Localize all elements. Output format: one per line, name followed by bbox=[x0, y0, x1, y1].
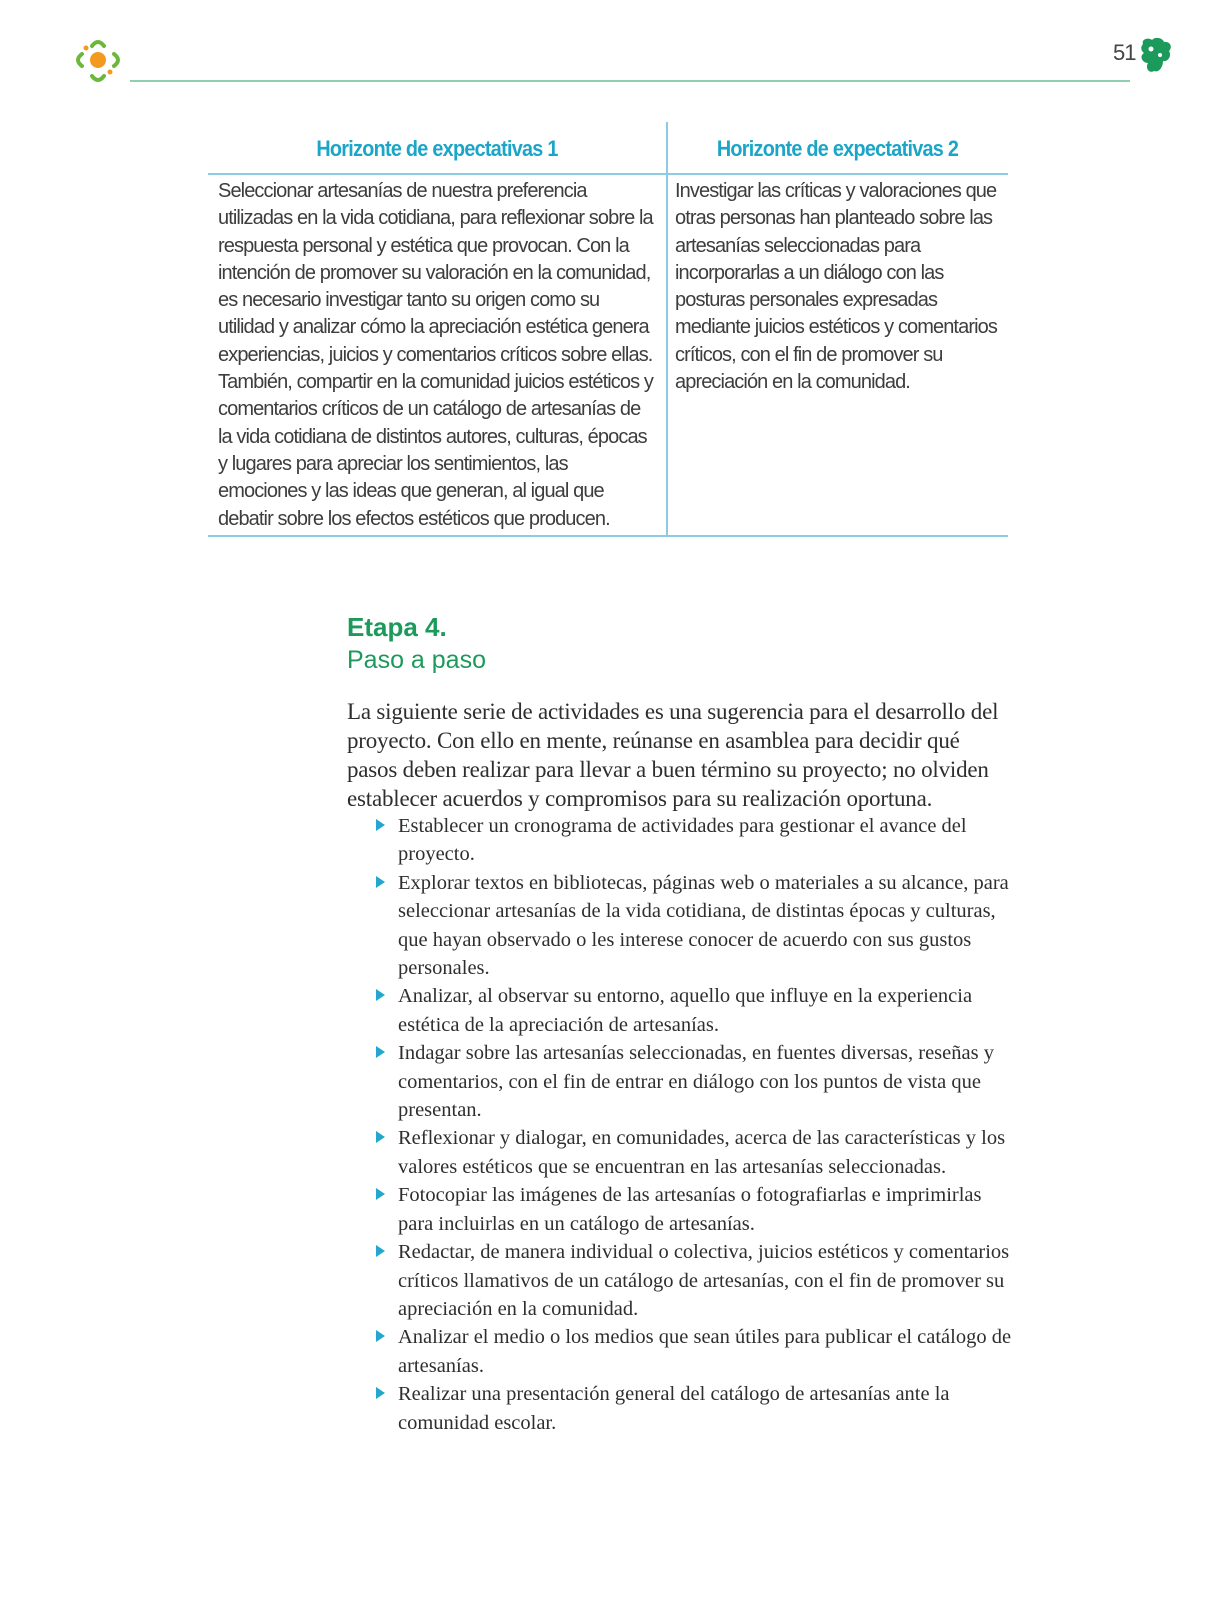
triangle-bullet-icon bbox=[376, 1046, 385, 1058]
step-text: Explorar textos en bibliotecas, páginas web o materiales a su alcance, para seleccionar artesanías de la vida cotidiana, de distintas épocas y culturas, que hayan observado o les interese conocer de acuerdo con sus gustos personales. bbox=[398, 871, 1009, 980]
expectations-column-2 bbox=[667, 122, 1008, 396]
stage-title: Etapa 4. bbox=[347, 612, 447, 642]
flower-logo-icon bbox=[72, 34, 124, 86]
triangle-bullet-icon bbox=[376, 1387, 385, 1399]
step-text: Analizar, al observar su entorno, aquello que influye en la experiencia estética de la apreciación de artesanías. bbox=[398, 985, 973, 1036]
list-item bbox=[376, 812, 1016, 869]
triangle-bullet-icon bbox=[376, 1131, 385, 1143]
expectations-text-1: Seleccionar artesanías de nuestra preferencia utilizadas en la vida cotidiana, para reflexionar sobre la respuesta personal y estética que provocan. Con la intención de promover su valoración en la comunidad, es necesario investigar tanto su origen como su utilidad y analizar cómo la apreciación estética genera experiencias, juicios y comentarios críticos sobre ellas. También, compartir en la comunidad juicios estéticos y comentarios críticos de un catálogo de artesanías de la vida cotidiana de distintos autores, culturas, épocas y lugares para apreciar los sentimientos, las emociones y las ideas que generan, al igual que debatir sobre los efectos estéticos que producen. bbox=[218, 180, 653, 530]
expectations-heading-1: Horizonte de expectativas 1 bbox=[316, 136, 558, 161]
step-text: Reflexionar y dialogar, en comunidades, acerca de las características y los valores estéticos que se encuentran en las artesanías seleccionadas. bbox=[398, 1127, 1006, 1178]
list-item bbox=[376, 869, 1016, 983]
step-text: Redactar, de manera individual o colectiva, juicios estéticos y comentarios críticos llamativos de un catálogo de artesanías, con el fin de promover su apreciación en la comunidad. bbox=[398, 1241, 1010, 1320]
list-item bbox=[376, 1238, 1016, 1323]
step-text: Analizar el medio o los medios que sean útiles para publicar el catálogo de artesanías. bbox=[398, 1326, 1012, 1377]
triangle-bullet-icon bbox=[376, 876, 385, 888]
triangle-bullet-icon bbox=[376, 1188, 385, 1200]
triangle-bullet-icon bbox=[376, 1245, 385, 1257]
heading-rule bbox=[208, 173, 1008, 175]
expectations-column-1 bbox=[208, 122, 666, 533]
expectations-heading-2: Horizonte de expectativas 2 bbox=[716, 136, 959, 161]
stage-intro: La siguiente serie de actividades es una sugerencia para el desarrollo del proyecto. Con ello en mente, reúnanse en asamblea para decidir qué pasos deben realizar para llevar a buen término su proyecto; no olviden establecer acuerdos y compromisos para su realización oportuna. bbox=[347, 699, 999, 811]
table-bottom-rule bbox=[208, 535, 1008, 537]
column-divider bbox=[666, 122, 668, 536]
triangle-bullet-icon bbox=[376, 819, 385, 831]
expectations-text-2: Investigar las críticas y valoraciones que otras personas han planteado sobre las artesanías seleccionadas para incorporarlas a un diálogo con las posturas personales expresadas mediante juicios estéticos y comentarios críticos, con el fin de promover su apreciación en la comunidad. bbox=[675, 180, 997, 394]
step-text: Indagar sobre las artesanías seleccionadas, en fuentes diversas, reseñas y comentarios, con el fin de entrar en diálogo con los puntos de vista que presentan. bbox=[398, 1042, 994, 1122]
step-text: Establecer un cronograma de actividades para gestionar el avance del proyecto. bbox=[398, 815, 967, 866]
stage-subtitle: Paso a paso bbox=[347, 646, 486, 674]
list-item bbox=[376, 1181, 1016, 1238]
steps-list bbox=[376, 812, 1016, 1437]
page-number: 51 bbox=[1113, 40, 1136, 65]
step-text: Fotocopiar las imágenes de las artesanías o fotografiarlas e imprimirlas para incluirlas en un catálogo de artesanías. bbox=[398, 1184, 982, 1235]
list-item bbox=[376, 1124, 1016, 1181]
list-item bbox=[376, 1039, 1016, 1124]
triangle-bullet-icon bbox=[376, 1330, 385, 1342]
green-blob-icon bbox=[1139, 36, 1173, 76]
list-item bbox=[376, 982, 1016, 1039]
list-item bbox=[376, 1380, 1016, 1437]
header-divider bbox=[130, 80, 1130, 82]
step-text: Realizar una presentación general del catálogo de artesanías ante la comunidad escolar. bbox=[398, 1383, 950, 1434]
triangle-bullet-icon bbox=[376, 989, 385, 1001]
list-item bbox=[376, 1323, 1016, 1380]
